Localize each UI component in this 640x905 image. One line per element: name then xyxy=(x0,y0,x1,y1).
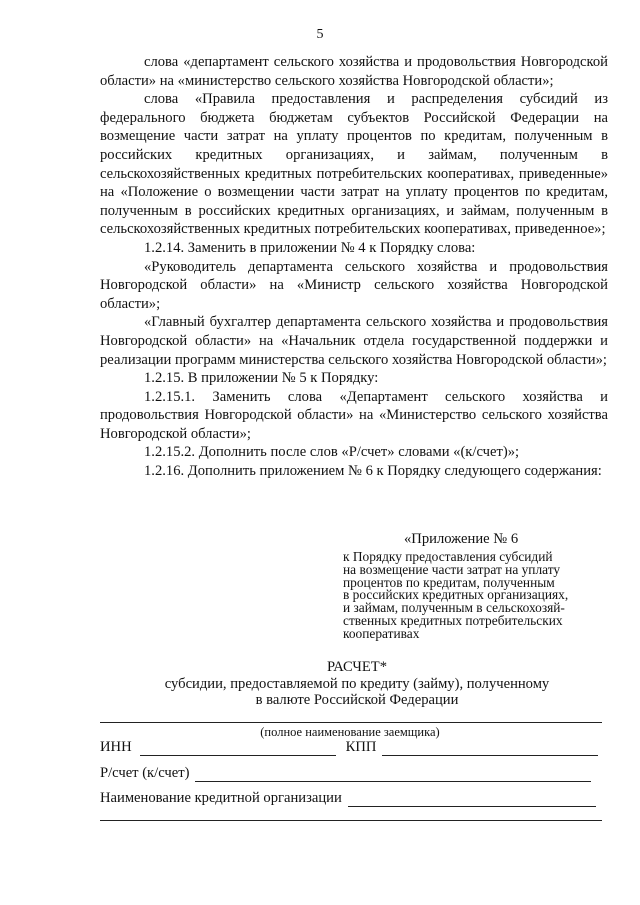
appendix-line: в российских кредитных организациях, xyxy=(343,587,569,603)
kpp-label: КПП xyxy=(345,739,377,755)
bank-row xyxy=(100,790,596,807)
calculation-title: РАСЧЕТ* xyxy=(326,659,388,675)
bank-label: Наименование кредитной организации xyxy=(100,790,342,806)
appendix-caption xyxy=(343,551,613,641)
paragraph: 1.2.15.2. Дополнить после слов «Р/счет» словами «(к/счет)»; xyxy=(144,444,520,461)
paragraph: «Главный бухгалтер департамента сельского хозяйства и продовольствия Новгородской области» на «Начальник отдела государственной поддержки и реализации программ министерства сельского хозяйства Новгородской области»; xyxy=(100,314,608,368)
appendix-line: кооперативах xyxy=(343,625,420,641)
bank-field xyxy=(348,792,596,807)
paragraph: слова «департамент сельского хозяйства и продовольствия Новгородской области» на «министерство сельского хозяйства Новгородской области»; xyxy=(100,54,608,89)
paragraph: «Руководитель департамента сельского хозяйства и продовольствия Новгородской области» на «Министр сельского хозяйства Новгородской области»; xyxy=(100,258,608,312)
kpp-field xyxy=(382,741,598,756)
paragraph: слова «Правила предоставления и распределения субсидий из федерального бюджета бюджетам субъектов Российской Федерации на возмещение части затрат на уплату процентов по кредитам, полученным в российских кредитных организациях, и займам, полученным в сельскохозяйственных кредитных потребительских кооперативах, приведенные» на «Положение о возмещении части затрат на уплату процентов по кредитам, полученным в российских кредитных организациях, и займам, полученным в сельскохозяйственных кредитных потребительских кооперативах, приведенное»; xyxy=(100,91,608,238)
paragraph: 1.2.14. Заменить в приложении № 4 к Порядку слова: xyxy=(144,239,476,256)
appendix-line: к Порядку предоставления субсидий xyxy=(343,549,553,564)
calculation-subtitle xyxy=(0,677,640,708)
appendix-line: и займам, полученным в сельскохозяй- xyxy=(343,600,565,616)
calculation-subtitle-line: субсидии, предоставляемой по кредиту (займу), полученному xyxy=(164,676,550,692)
bank-continuation-line xyxy=(100,808,602,821)
paragraph: 1.2.15. В приложении № 5 к Порядку: xyxy=(144,370,379,387)
account-field xyxy=(195,767,591,782)
account-label: Р/счет (к/счет) xyxy=(100,765,190,781)
paragraph: 1.2.16. Дополнить приложением № 6 к Порядку следующего содержания: xyxy=(144,463,602,480)
inn-label: ИНН xyxy=(100,739,132,755)
appendix-line: процентов по кредитам, полученным xyxy=(343,574,555,590)
appendix-line: ственных кредитных потребительских xyxy=(343,612,563,628)
calculation-subtitle-line: в валюте Российской Федерации xyxy=(255,691,459,708)
inn-field xyxy=(140,741,336,756)
borrower-name-hint: (полное наименование заемщика) xyxy=(260,725,440,739)
appendix-title: «Приложение № 6 xyxy=(404,531,519,547)
borrower-name-line xyxy=(100,710,602,723)
appendix-line: на возмещение части затрат на уплату xyxy=(343,561,561,577)
paragraph: 1.2.15.1. Заменить слова «Департамент сельского хозяйства и продовольствия Новгородской области» на «Министерство сельского хозяйства Новгородской области»; xyxy=(100,388,608,442)
page-number: 5 xyxy=(316,27,324,42)
document-body xyxy=(100,53,608,481)
account-row xyxy=(100,765,591,782)
inn-kpp-row xyxy=(100,739,598,756)
